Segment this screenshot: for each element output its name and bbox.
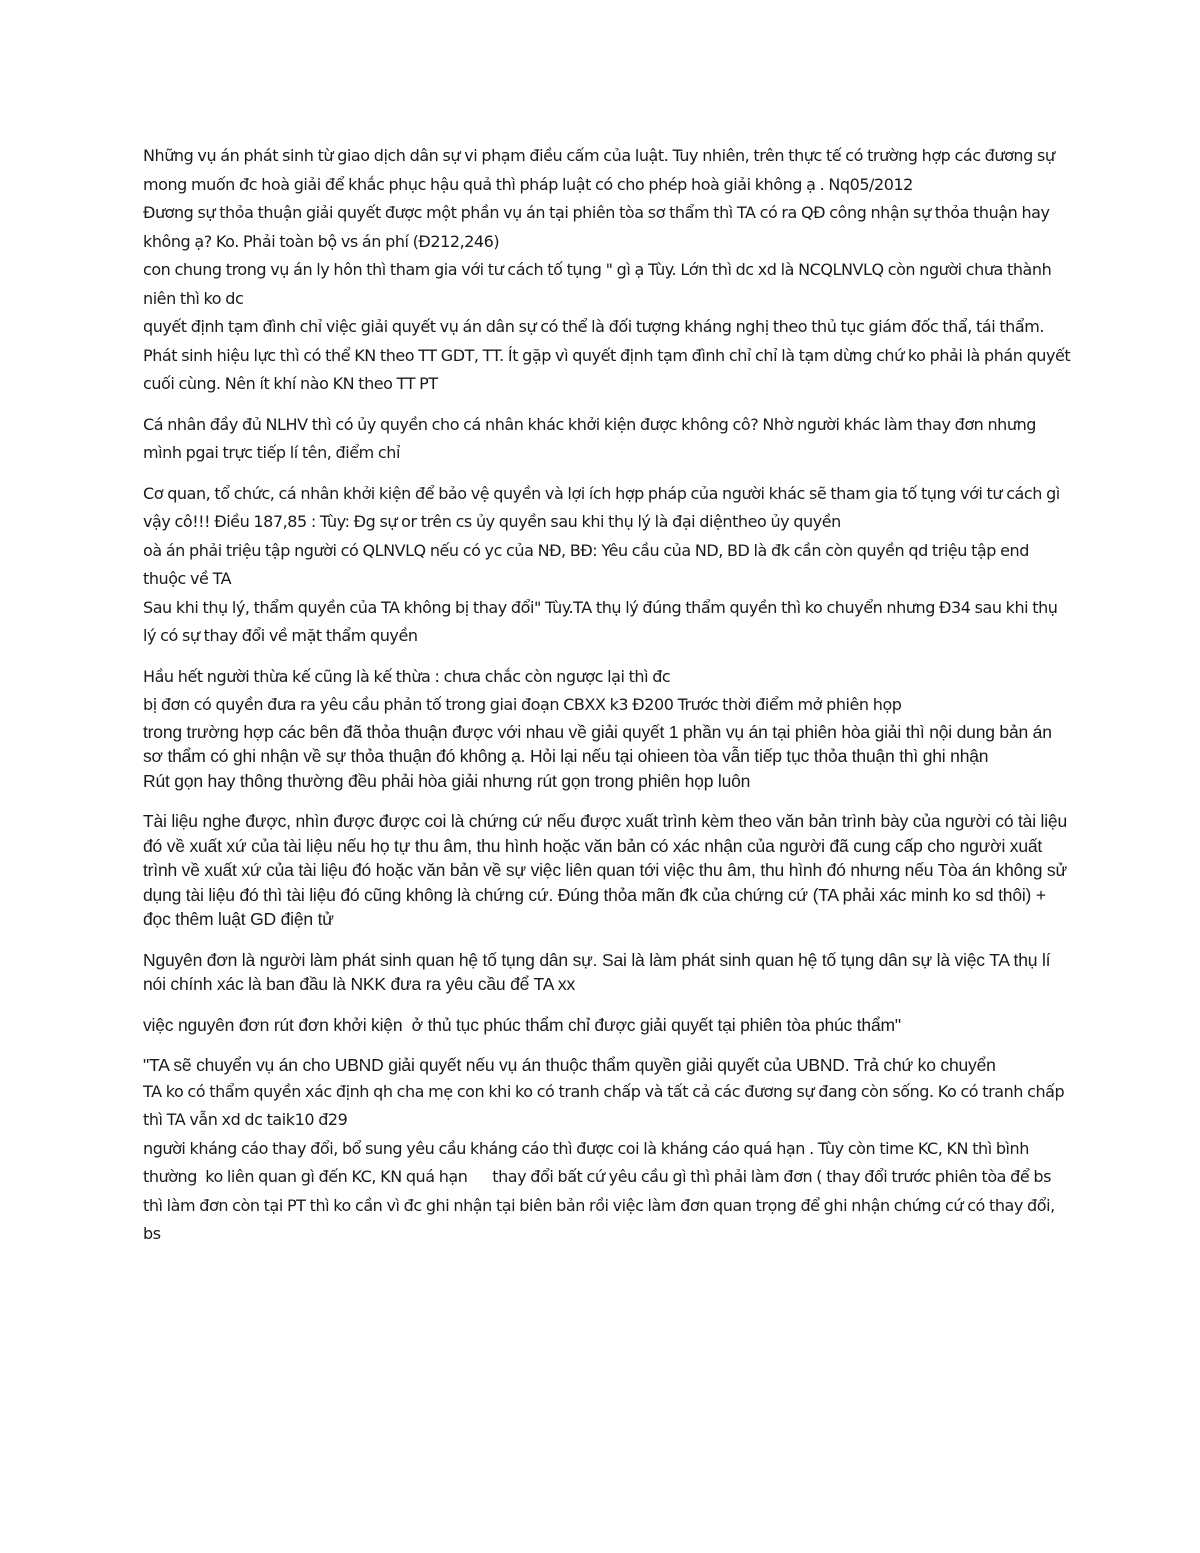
paragraph-authorization-lawsuit: Cá nhân đầy đủ NLHV thì có ủy quyền cho cá nhân khác khởi kiện được không cô? Nhờ người khác làm thay đơn nhưng mình pgai trực tiếp lí tên, điểm chỉ bbox=[143, 414, 1041, 462]
paragraph-partial-agreement-mediation: trong trường hợp các bên đã thỏa thuận được với nhau về giải quyết 1 phần vụ án tại phiên hòa giải thì nội dung bản án sơ thẩm có ghi nhận về sự thỏa thuận đó không ạ. Hỏi lại nếu tại ohieen tòa vẫn tiếp tục thỏa thuận thì ghi nhận bbox=[143, 721, 1057, 766]
paragraph-summary-procedure: Rút gọn hay thông thường đều phải hòa giải nhưng rút gọn trong phiên họp luôn bbox=[143, 770, 751, 791]
paragraph-jurisdiction-after-acceptance: Sau khi thụ lý, thẩm quyền của TA không bị thay đổi" Tùy.TA thụ lý đúng thẩm quyền thì ko chuyển nhưng Đ34 sau khi thụ lý có sự thay đổi về mặt thẩm quyền bbox=[143, 597, 1062, 645]
paragraph-withdraw-lawsuit-appeal: việc nguyên đơn rút đơn khởi kiện ở thủ tục phúc thẩm chỉ được giải quyết tại phiên tòa phúc thẩm" bbox=[143, 1014, 901, 1035]
paragraph-lawsuit-for-others: Cơ quan, tổ chức, cá nhân khởi kiện để bảo vệ quyền và lợi ích hợp pháp của người khác sẽ tham gia tố tụng với tư cách gì vậy cô!!! Điều 187,85 : Tùy: Đg sự or trên cs ủy quyền sau khi thụ lý là đại diệntheo ủy quyền bbox=[143, 483, 1064, 531]
paragraph-audio-visual-evidence: Tài liệu nghe được, nhìn được được coi là chứng cứ nếu được xuất trình kèm theo văn bản trình bày của người có tài liệu đó về xuất xứ của tài liệu nếu họ tự thu âm, thu hình hoặc văn bản có xác nhận của người đã cung cấp cho người xuất trình về xuất xứ của tài liệu đó hoặc văn bản về sự việc liên quan tới việc thu âm, thu hình đó nhưng nếu Tòa án không sử dụng tài liệu đó thì tài liệu đó cũng không là chứng cứ. Đúng thỏa mãn đk của chứng cứ (TA phải xác minh ko sd thôi) + đọc thêm luật GD điện tử bbox=[143, 811, 1072, 929]
paragraph-summon-related-persons: oà án phải triệu tập người có QLNVLQ nếu có yc của NĐ, BĐ: Yêu cầu của ND, BD là đk cần còn quyền qd triệu tập end thuộc về TA bbox=[143, 540, 1034, 588]
paragraph-counterclaim: bị đơn có quyền đưa ra yêu cầu phản tố trong giai đoạn CBXX k3 Đ200 Trước thời điểm mở phiên họp bbox=[143, 695, 902, 714]
paragraph-suspension-decision: quyết định tạm đình chỉ việc giải quyết vụ án dân sự có thể là đối tượng kháng nghị theo thủ tục giám đốc thẩ, tái thẩm. Phát sinh hiệu lực thì có thể KN theo TT GDT, TT. Ít gặp vì quyết định tạm đình chỉ chỉ là tạm dừng chứ ko phải là phán quyết cuối cùng. Nên ít khí nào KN theo TT PT bbox=[143, 317, 1075, 393]
paragraph-parentage-jurisdiction: TA ko có thẩm quyền xác định qh cha mẹ con khi ko có tranh chấp và tất cả các đương sự đang còn sống. Ko có tranh chấp thì TA vẫn xd dc taik10 đ29 bbox=[143, 1081, 1069, 1129]
paragraph-heirs-successors: Hầu hết người thừa kế cũng là kế thừa : chưa chắc còn ngược lại thì đc bbox=[143, 666, 671, 686]
paragraph-plaintiff-definition: Nguyên đơn là người làm phát sinh quan hệ tố tụng dân sự. Sai là làm phát sinh quan hệ tố tụng dân sự là việc TA thụ lí nói chính xác là ban đầu là NKK đưa ra yêu cầu để TA xx bbox=[143, 949, 1055, 994]
paragraph-common-children-divorce: con chung trong vụ án ly hôn thì tham gia với tư cách tố tụng " gì ạ Tùy. Lớn thì dc xd là NCQLNVLQ còn người chưa thành niên thì ko dc bbox=[143, 260, 1056, 308]
paragraph-partial-settlement: Đương sự thỏa thuận giải quyết được một phần vụ án tại phiên tòa sơ thẩm thì TA có ra QĐ công nhận sự thỏa thuận hay không ạ? Ko. Phải toàn bộ vs án phí (Đ212,246) bbox=[143, 203, 1054, 251]
paragraph-reconciliation-prohibited-transactions: Những vụ án phát sinh từ giao dịch dân sự vi phạm điều cấm của luật. Tuy nhiên, trên thực tế có trường hợp các đương sự mong muốn đc hoà giải để khắc phục hậu quả thì pháp luật có cho phép hoà giải không ạ . Nq05/2012 bbox=[143, 146, 1059, 194]
paragraph-appeal-changes: người kháng cáo thay đổi, bổ sung yêu cầu kháng cáo thì được coi là kháng cáo quá hạn . Tùy còn time KC, KN thì bình thường ko liên quan gì đến KC, KN quá hạn thay đổi bất cứ yêu cầu gì thì phải làm đơn ( thay đổi trước phiên tòa để bs thì làm đơn còn tại PT thì ko cần vì đc ghi nhận tại biên bản rồi việc làm đơn quan trọng để ghi nhận chứng cứ có thay đổi, bs bbox=[143, 1138, 1059, 1243]
document-body bbox=[143, 142, 1073, 1249]
paragraph-transfer-to-ubnd: "TA sẽ chuyển vụ án cho UBND giải quyết nếu vụ án thuộc thẩm quyền giải quyết của UBND. Trả chứ ko chuyển bbox=[143, 1055, 996, 1075]
